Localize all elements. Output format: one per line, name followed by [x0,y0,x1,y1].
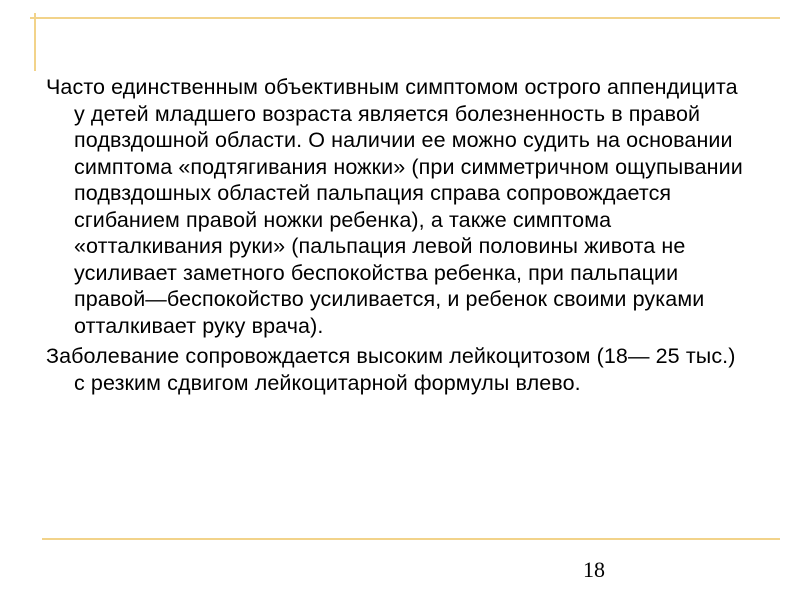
paragraph-symptoms: Часто единственным объективным симптомом острого аппендицита у детей младшего возраста является болезненность в правой подвздошной области. О наличии ее можно судить на основании симптома «подтягивания ножки» (при симметричном ощупывании подвздошных областей пальпация справа сопровождается сгибанием правой ножки ребенка), а также симптома «отталкивания руки» (пальпация левой половины живота не усиливает заметного беспокойства ребенка, при пальпации правой—беспокойство усиливается, и ребенок своими руками отталкивает руку врача). [46,75,743,338]
paragraph-leukocytosis: Заболевание сопровождается высоким лейкоцитозом (18— 25 тыс.) с резким сдвигом лейкоцитарной формулы влево. [46,344,736,395]
slide-body [46,74,746,400]
frame-bottom-line [42,538,780,540]
page-number: 18 [583,557,605,582]
frame-left-line [34,13,36,71]
frame-top-line [30,17,780,19]
